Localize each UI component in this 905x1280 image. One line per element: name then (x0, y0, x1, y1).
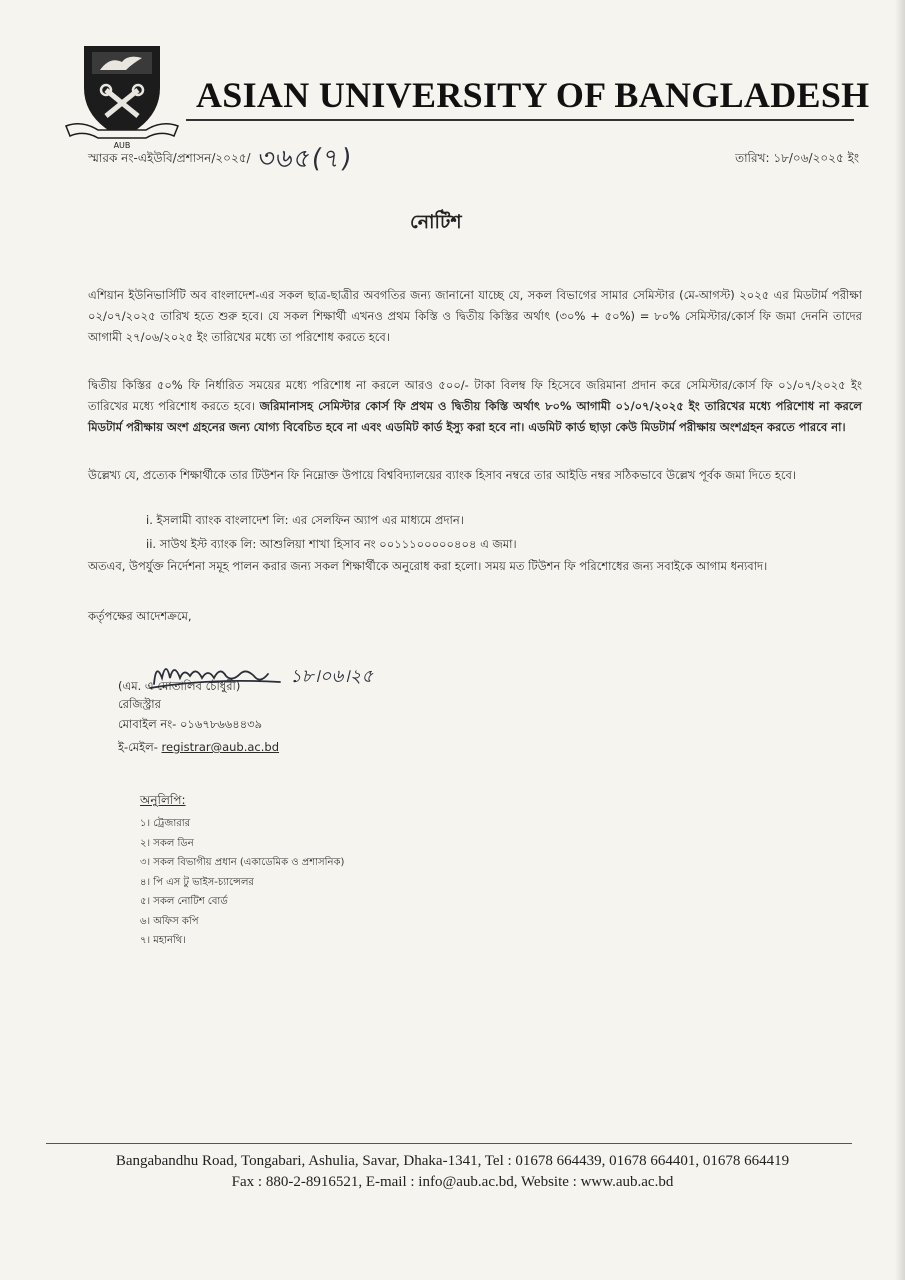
scan-edge-shadow (895, 0, 905, 1280)
university-crest-logo (62, 40, 182, 155)
footer-contact: Fax : 880-2-8916521, E-mail : info@aub.ac.bd, Website : www.aub.ac.bd (231, 1174, 674, 1190)
payment-method-1: i. ইসলামী ব্যাংক বাংলাদেশ লি: এর সেলফিন অ্যাপ এর মাধ্যমে প্রদান। (146, 513, 464, 527)
svg-text:AUB: AUB (113, 141, 131, 150)
notice-date: তারিখ: ১৮/০৬/২০২৫ ইং (735, 151, 859, 165)
copy-item: ৩। সকল বিভাগীয় প্রধান (একাডেমিক ও প্রশাসনিক) (140, 857, 345, 868)
university-name: ASIAN UNIVERSITY OF BANGLADESH (196, 75, 870, 115)
notice-paragraph-2 (88, 375, 862, 438)
copy-item: ৪। পি এস টু ভাইস-চ্যান্সেলর (140, 876, 254, 888)
registrar-mobile: মোবাইল নং- ০১৬৭৮৬৬৪৪৩৯ (118, 717, 263, 731)
copy-item: ৬। অফিস কপি (140, 915, 199, 927)
copy-item: ৭। মহানথি। (140, 935, 186, 946)
notice-title: নোটিশ (410, 211, 462, 233)
closing-line: কর্তৃপক্ষের আদেশক্রমে, (88, 609, 192, 623)
copies-title: অনুলিপি: (140, 793, 186, 807)
memo-handwritten-number: ৩৬৫(৭) (256, 144, 355, 174)
notice-paragraph-3: উল্লেখ্য যে, প্রত্যেক শিক্ষার্থীকে তার টিউশন ফি নিম্নোক্ত উপায়ে বিশ্ববিদ্যালয়ের ব্যাংক হিসাব নম্বরে তার আইডি নম্বর সঠিকভাবে উল্লেখ পূর্বক জমা দিতে হবে। (88, 468, 797, 482)
copy-item: ৫। সকল নোটিশ বোর্ড (140, 896, 228, 907)
registrar-email-link[interactable]: registrar@aub.ac.bd (161, 740, 280, 754)
notice-paragraph-1: এশিয়ান ইউনিভার্সিটি অব বাংলাদেশ-এর সকল ছাত্র-ছাত্রীর অবগতির জন্য জানানো যাচ্ছে যে, সকল বিভাগের সামার সেমিস্টার (মে-আগস্ট) ২০২৫ এর মিডটার্ম পরীক্ষা ০২/০৭/২০২৫ তারিখ হতে শুরু হবে। যে সকল শিক্ষার্থী এখনও প্রথম কিস্তি ও দ্বিতীয় কিস্তির অর্থাৎ (৩০% + ৫০%) = ৮০% সেমিস্টার/কোর্স ফি জমা দেননি তাদের আগামী ২৭/০৬/২০২৫ ইং তারিখের মধ্যে তা পরিশোধ করতে হবে। (88, 288, 862, 344)
copy-item: ২। সকল ডিন (140, 837, 194, 849)
email-label: ই-মেইল- (118, 740, 158, 754)
payment-method-2: ii. সাউথ ইস্ট ব্যাংক লি: আশুলিয়া শাখা হিসাব নং ০০১১১০০০০০৪০৪ এ জমা। (146, 537, 517, 551)
copy-item: ১। ট্রেজারার (140, 818, 191, 829)
footer-rule (46, 1143, 852, 1144)
copies-list (140, 814, 344, 951)
registrar-email-line (118, 739, 279, 758)
memo-number: স্মারক নং-এইউবি/প্রশাসন/২০২৫/ (88, 151, 251, 165)
late-fee-warning: জরিমানাসহ সেমিস্টার কোর্স ফি প্রথম ও দ্বিতীয় কিস্তি অর্থাৎ ৮০% আগামী ০১/০৭/২০২৫ ইং তারিখের মধ্যে পরিশোধ না করলে মিডটার্ম পরীক্ষায় অংশ গ্রহনের জন্য যোগ্য বিবেচিত হবে না এবং এডমিট কার্ড ইস্যু করা হবে না। এডমিট কার্ড ছাড়া কেউ মিডটার্ম পরীক্ষায় অংশগ্রহন করতে পারবে না। (88, 399, 863, 434)
notice-paragraph-4: অতএব, উপর্যুক্ত নির্দেশনা সমূহ পালন করার জন্য সকল শিক্ষার্থীকে অনুরোধ করা হলো। সময় মত টিউশন ফি পরিশোধের জন্য সবাইকে আগাম ধন্যবাদ। (88, 559, 768, 573)
header-rule (186, 119, 854, 121)
late-fee-text: দ্বিতীয় কিস্তির ৫০% ফি নির্ধারিত সময়ের মধ্যে পরিশোধ না করলে আরও ৫০০/- টাকা বিলম্ব ফি হিসেবে জরিমানা প্রদান করে সেমিস্টার/কোর্স ফি ০১/০৭/২০২৫ ইং তারিখের মধ্যে পরিশোধ করতে হবে। (88, 378, 862, 413)
registrar-name: (এম. এ মোতালিব চৌধুরী) (118, 679, 241, 693)
svg-text:১৮।০৬।২৫: ১৮।০৬।২৫ (290, 666, 374, 687)
registrar-designation: রেজিস্ট্রার (118, 697, 161, 711)
footer-address: Bangabandhu Road, Tongabari, Ashulia, Savar, Dhaka-1341, Tel : 01678 664439, 01678 664401, 01678 664419 (115, 1153, 790, 1169)
